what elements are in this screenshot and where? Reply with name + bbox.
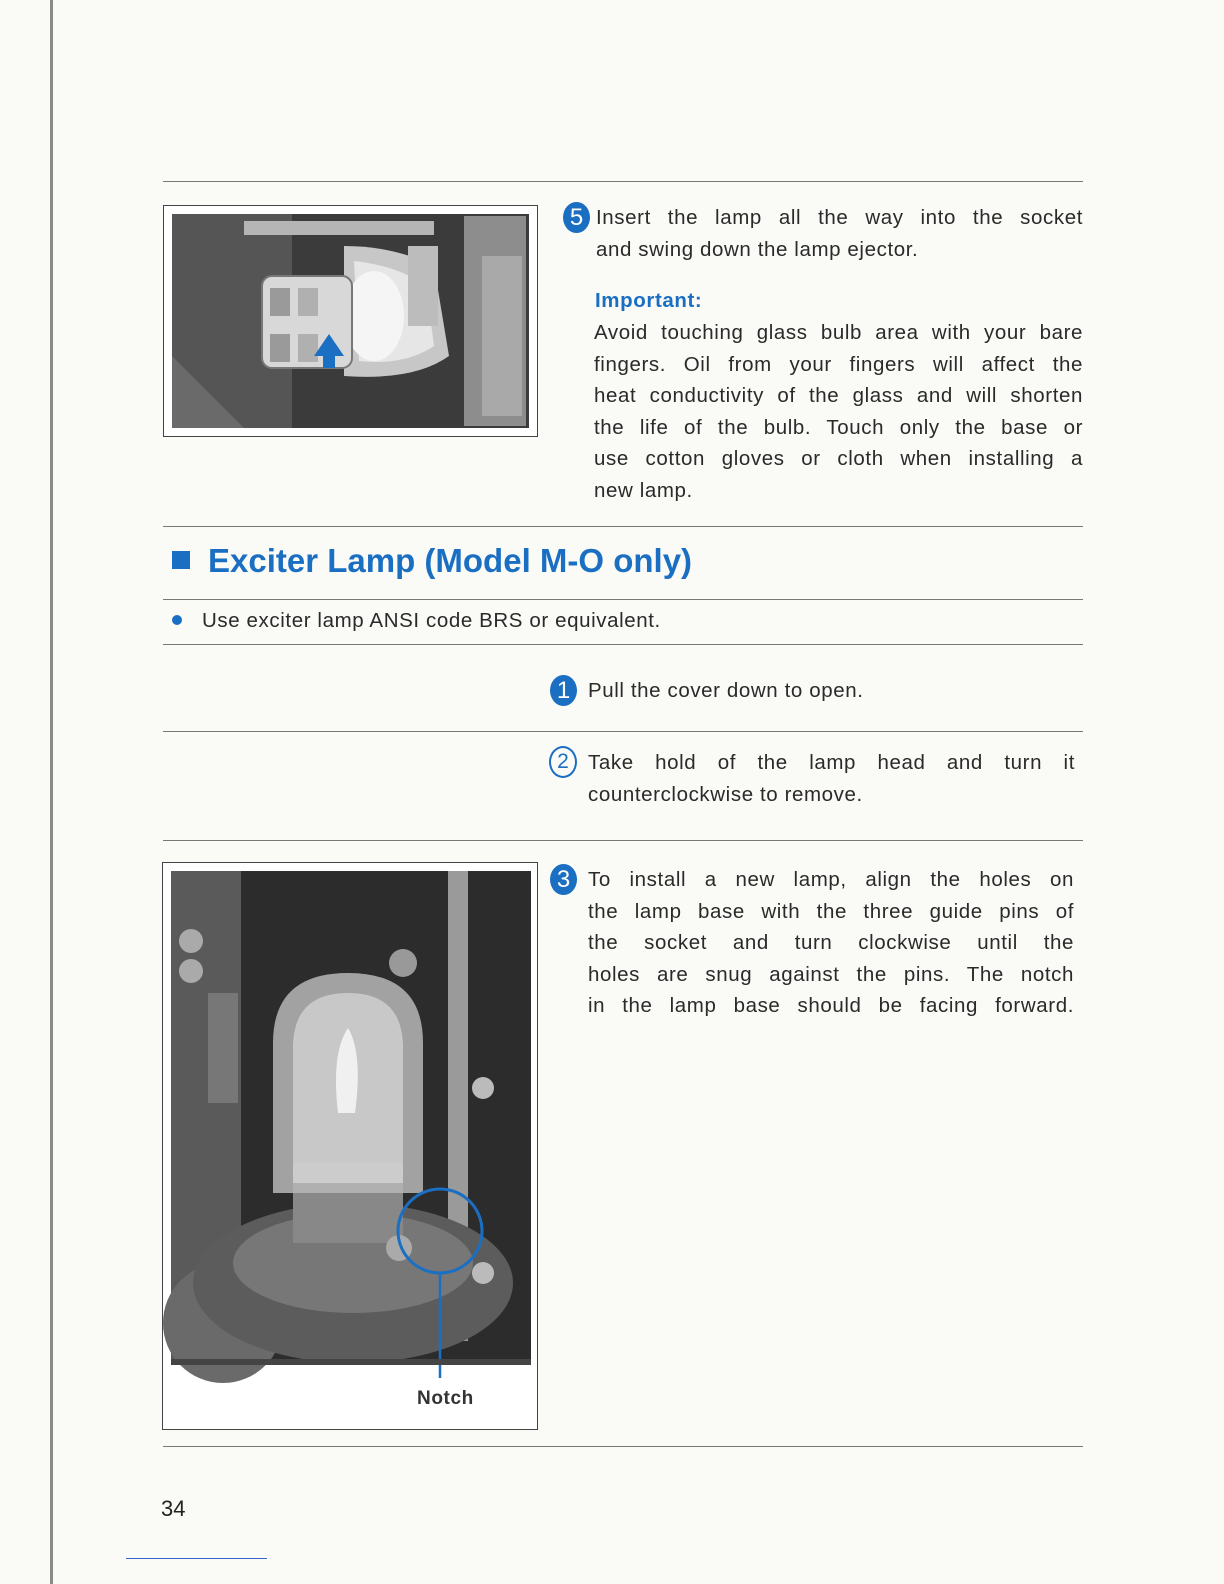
- section-heading: [172, 542, 692, 580]
- step-number-badge: 1: [550, 675, 577, 706]
- step-number-badge: 5: [563, 202, 590, 233]
- step-1-instruction: [588, 675, 1083, 707]
- page-binding-edge: [50, 0, 53, 1584]
- section-heading-text: Exciter Lamp (Model M-O only): [208, 542, 693, 579]
- notch-callout-label: Notch: [417, 1388, 474, 1409]
- exciter-lamp-illustration: [163, 863, 537, 1429]
- step-3-line: To install a new lamp, align the holes on: [588, 868, 1074, 891]
- step-2-instruction: [588, 747, 1075, 810]
- step-5-instruction: [596, 202, 1083, 265]
- lamp-insertion-photo: [163, 205, 538, 437]
- important-label: Important:: [595, 289, 703, 312]
- lamp-insertion-illustration: [164, 206, 537, 436]
- exciter-lamp-photo: [162, 862, 538, 1430]
- horizontal-rule: [163, 731, 1083, 732]
- horizontal-rule: [163, 1446, 1083, 1447]
- horizontal-rule: [163, 599, 1083, 600]
- horizontal-rule: [163, 181, 1083, 182]
- important-note-line: the life of the bulb. Touch only the base or: [594, 415, 1083, 439]
- important-note-line: fingers. Oil from your fingers will affect the: [594, 352, 1083, 376]
- step-3-line: in the lamp base should be facing forward.: [588, 994, 1074, 1017]
- scan-edge-mark: [126, 1558, 267, 1559]
- step-number-badge: 3: [550, 864, 577, 895]
- page-number: 34: [161, 1496, 186, 1521]
- step-3-line: holes are snug against the pins. The notch: [588, 962, 1074, 986]
- horizontal-rule: [163, 840, 1083, 841]
- important-note-line: new lamp.: [594, 478, 693, 502]
- step-number-badge: 2: [549, 746, 577, 778]
- horizontal-rule: [163, 526, 1083, 527]
- important-note: [594, 317, 1083, 506]
- square-bullet-icon: [172, 551, 190, 569]
- step-3-instruction: [588, 864, 1074, 1022]
- important-note-line: heat conductivity of the glass and will shorten: [594, 384, 1083, 407]
- step-3-line: the lamp base with the three guide pins of: [588, 899, 1074, 923]
- bullet-item: [172, 609, 661, 633]
- horizontal-rule: [163, 644, 1083, 645]
- important-note-line: Avoid touching glass bulb area with your bare: [594, 321, 1083, 344]
- important-note-line: use cotton gloves or cloth when installing a: [594, 447, 1083, 470]
- step-3-line: the socket and turn clockwise until the: [588, 931, 1074, 954]
- step-5-line: and swing down the lamp ejector.: [596, 237, 919, 261]
- dot-bullet-icon: [172, 615, 182, 625]
- step-2-line: counterclockwise to remove.: [588, 782, 863, 806]
- step-2-line: Take hold of the lamp head and turn it: [588, 751, 1075, 774]
- bullet-text: Use exciter lamp ANSI code BRS or equivalent.: [202, 609, 661, 632]
- step-1-line: Pull the cover down to open.: [588, 679, 864, 702]
- step-5-line: Insert the lamp all the way into the socket: [596, 206, 1083, 229]
